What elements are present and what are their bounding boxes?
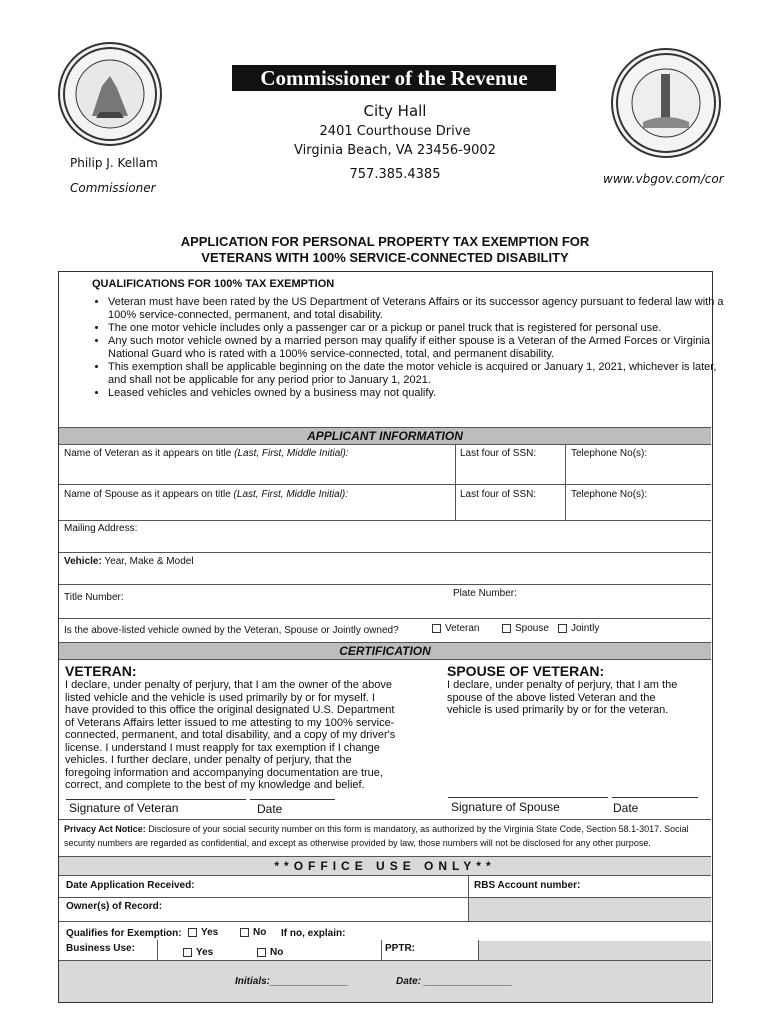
veteran-date-line[interactable]: [250, 799, 335, 800]
qualification-item: • Leased vehicles and vehicles owned by a business may not qualify.: [108, 387, 728, 400]
qualifications-list: [70, 296, 728, 400]
vehicle-hint: Year, Make & Model: [104, 556, 194, 567]
form-title-line2: VETERANS WITH 100% SERVICE-CONNECTED DISABILITY: [201, 250, 569, 265]
mailing-address-field[interactable]: [64, 535, 704, 549]
owner-option-spouse[interactable]: [502, 623, 549, 634]
city-seal-icon: [615, 52, 717, 154]
veteran-ssn-label: Last four of SSN:: [460, 448, 537, 459]
veteran-name-label-text: Name of Veteran as it appears on title: [64, 448, 232, 459]
divider: [381, 940, 382, 960]
signature-spouse-label: Signature of Spouse: [451, 800, 560, 814]
shaded-cell: [469, 898, 711, 921]
owner-option-veteran[interactable]: [432, 623, 479, 634]
plate-number-field[interactable]: [520, 588, 700, 602]
divider: [59, 520, 711, 521]
divider: [565, 444, 566, 520]
business-no-label: No: [270, 947, 284, 958]
spouse-ssn-field[interactable]: [460, 502, 560, 518]
virginia-beach-city-seal: [611, 48, 721, 158]
vehicle-label: [64, 556, 194, 567]
official-name: Philip J. Kellam: [70, 156, 158, 170]
form-title-line1: APPLICATION FOR PERSONAL PROPERTY TAX EXEMPTION FOR: [180, 234, 590, 249]
checkbox-jointly[interactable]: [558, 624, 567, 633]
divider: [59, 484, 711, 485]
vehicle-field[interactable]: [64, 568, 704, 582]
spouse-phone-field[interactable]: [571, 502, 706, 518]
mailing-address-label: Mailing Address:: [64, 523, 138, 534]
address-line2: Virginia Beach, VA 23456-9002: [294, 143, 496, 158]
applicant-section-header: APPLICANT INFORMATION: [59, 427, 711, 445]
official-title: Commissioner: [70, 181, 156, 195]
certification-section-header: CERTIFICATION: [59, 642, 711, 660]
owner-option-label: Spouse: [515, 623, 549, 634]
veteran-declaration: I declare, under penalty of perjury, that I am the owner of the above listed vehicle and the vehicle is used primarily by or for myself. I have provided to this office the original designated U.S. Department of Veterans Affairs letter issued to me attesting to my 100% service-connected, permanent, and total disability, and a copy of my driver's license. I understand I must reapply for tax exemption if I change vehicles. I further declare, under penalty of perjury, that the foregoing information and accompanying documentation are true, correct, and complete to the best of my knowledge and belief.: [65, 679, 396, 791]
qualifies-no[interactable]: [240, 927, 266, 938]
virginia-state-seal: [58, 42, 162, 146]
spouse-phone-label: Telephone No(s):: [571, 489, 648, 500]
spouse-name-label-text: Name of Spouse as it appears on title: [64, 489, 231, 500]
business-no[interactable]: [257, 947, 283, 958]
spouse-date-line[interactable]: [612, 797, 698, 798]
date-received-label: Date Application Received:: [66, 880, 195, 891]
divider: [59, 921, 711, 922]
initials-row: [59, 960, 711, 1002]
divider: [59, 819, 711, 820]
business-yes[interactable]: [183, 947, 213, 958]
veteran-ssn-field[interactable]: [460, 462, 560, 480]
spouse-declaration: I declare, under penalty of perjury, that I am the spouse of the above listed Veteran and the vehicle is used primarily by or for the veteran.: [447, 679, 678, 716]
owner-option-jointly[interactable]: [558, 623, 599, 634]
ownership-question: Is the above-listed vehicle owned by the Veteran, Spouse or Jointly owned?: [64, 625, 399, 636]
date-veteran-label: Date: [257, 802, 283, 816]
website-link[interactable]: www.vbgov.com/cor: [603, 172, 724, 186]
owner-option-label: Veteran: [445, 623, 480, 634]
vehicle-label-text: Vehicle:: [64, 556, 102, 567]
veteran-name-label: [64, 448, 349, 459]
qualifies-yes[interactable]: [188, 927, 218, 938]
qualifies-no-label: No: [253, 927, 267, 938]
spouse-name-field[interactable]: [64, 502, 454, 518]
spouse-signature-line[interactable]: [448, 797, 608, 798]
title-number-field[interactable]: [134, 590, 434, 604]
initials-field[interactable]: Initials:______________: [235, 976, 348, 987]
shaded-cell: [479, 941, 711, 960]
veteran-signature-line[interactable]: [66, 799, 246, 800]
divider: [455, 444, 456, 520]
office-title: Commissioner of the Revenue: [232, 65, 556, 91]
checkbox-qualifies-no[interactable]: [240, 928, 249, 937]
qualifies-yes-label: Yes: [201, 927, 219, 938]
spouse-heading: SPOUSE OF VETERAN:: [447, 663, 605, 679]
veteran-heading: VETERAN:: [65, 663, 137, 679]
checkbox-veteran[interactable]: [432, 624, 441, 633]
privacy-label: Privacy Act Notice:: [64, 824, 146, 834]
qualification-item: • Any such motor vehicle owned by a married person may qualify if either spouse is a Veteran of the Armed Forces or Virginia National Guard who is rated with a 100% service-connected, total, and permanent disability.: [108, 335, 728, 361]
spouse-name-label: [64, 489, 348, 500]
divider: [59, 618, 711, 619]
checkbox-spouse[interactable]: [502, 624, 511, 633]
qualification-item: • Veteran must have been rated by the US Department of Veterans Affairs or its successor agency pursuant to federal law with a 100% service-connected, permanent, and total disability.: [108, 296, 728, 322]
veteran-name-hint: (Last, First, Middle Initial):: [234, 448, 349, 459]
office-date-field[interactable]: Date: ________________: [396, 976, 513, 987]
divider: [59, 552, 711, 553]
qualifies-label: Qualifies for Exemption:: [66, 928, 182, 939]
checkbox-business-yes[interactable]: [183, 948, 192, 957]
address-line1: 2401 Courthouse Drive: [319, 124, 471, 139]
privacy-notice: [64, 822, 704, 850]
explain-label: If no, explain:: [281, 928, 346, 939]
rbs-account-label: RBS Account number:: [474, 880, 581, 891]
pptr-label: PPTR:: [385, 943, 415, 954]
plate-number-label: Plate Number:: [453, 588, 517, 599]
owner-option-label: Jointly: [571, 623, 600, 634]
privacy-text: Disclosure of your social security number on this form is mandatory, as authorized by the Virginia State Code, Section 58.1-3017. Social security numbers are regarded as confidential, and except as otherwise provided by law, those numbers will not be disclosed for any other purpose.: [64, 824, 689, 848]
qualification-item: • The one motor vehicle includes only a passenger car or a pickup or panel truck that is registered for personal use.: [108, 322, 728, 335]
date-spouse-label: Date: [613, 801, 639, 815]
owners-of-record-label: Owner(s) of Record:: [66, 901, 163, 912]
qualification-item: • This exemption shall be applicable beginning on the date the motor vehicle is acquired or January 1, 2021, whichever is later, and shall not be applicable for any period prior to January 1, 2021.: [108, 361, 728, 387]
office-phone: 757.385.4385: [349, 167, 441, 182]
spouse-ssn-label: Last four of SSN:: [460, 489, 537, 500]
checkbox-business-no[interactable]: [257, 948, 266, 957]
divider: [59, 584, 711, 585]
business-yes-label: Yes: [196, 947, 214, 958]
signature-veteran-label: Signature of Veteran: [69, 801, 179, 815]
veteran-name-field[interactable]: [64, 462, 454, 480]
building-name: City Hall: [363, 102, 427, 120]
qualifications-heading: QUALIFICATIONS FOR 100% TAX EXEMPTION: [92, 278, 335, 290]
office-use-header: **OFFICE USE ONLY**: [59, 856, 711, 876]
veteran-phone-field[interactable]: [571, 462, 706, 480]
form-title: [60, 234, 710, 266]
checkbox-qualifies-yes[interactable]: [188, 928, 197, 937]
divider: [157, 940, 158, 960]
title-number-label: Title Number:: [64, 592, 124, 603]
business-use-label: Business Use:: [66, 943, 135, 954]
veteran-phone-label: Telephone No(s):: [571, 448, 648, 459]
spouse-name-hint: (Last, First, Middle Initial):: [233, 489, 349, 500]
virginia-seal-icon: [62, 46, 158, 142]
